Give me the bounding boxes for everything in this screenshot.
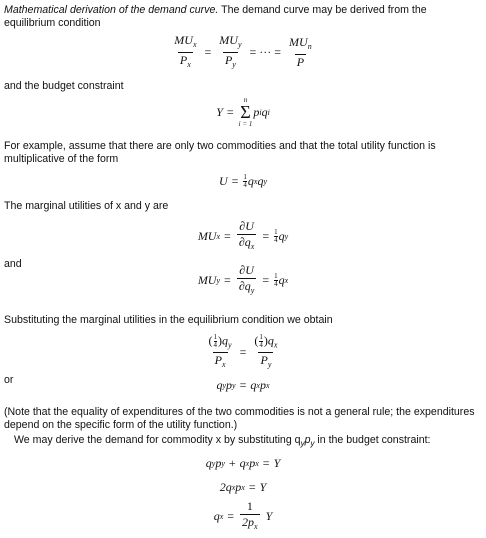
intro-paragraph bbox=[4, 4, 480, 30]
intro-text: The demand curve may be derived from the equilibrium condition bbox=[4, 4, 427, 29]
fraction-mux-px: $\frac{MU_x}{P_x}$ bbox=[174, 33, 197, 69]
or-label: or bbox=[4, 374, 14, 386]
fraction-muy-py: $\frac{MU_y}{P_y}$ bbox=[219, 33, 242, 69]
sigma-sum: n Σ i = 1 bbox=[238, 96, 253, 128]
equation-equilibrium: $\frac{MU_x}{P_x}$ = $\frac{MU_y}{P_y}$ = ··· = $\frac{MU_n}{P}$ bbox=[174, 33, 312, 69]
equation-budget: Y = n Σ i = 1 p i q i bbox=[216, 96, 270, 128]
equation-budget-step-1: q y p y + q x p x = Y bbox=[205, 456, 281, 470]
mu-paragraph: The marginal utilities of x and y are bbox=[4, 200, 169, 212]
equation-equal-expenditure: q y p y = q x p x bbox=[216, 378, 270, 392]
fraction-mun-p: $\frac{MU_n}{P}$ bbox=[289, 35, 312, 69]
equation-mux: MU x = $\frac{\partial U}{\partial q_x}$ = $\frac{1}{4}$ q y bbox=[197, 219, 289, 251]
substitution-paragraph: Substituting the marginal utilities in the equilibrium condition we obtain bbox=[4, 314, 333, 326]
equation-budget-step-2: 2q x p x = Y bbox=[219, 480, 267, 494]
intro-heading: Mathematical derivation of the demand curve. bbox=[4, 4, 219, 16]
equation-ratio: ( $\frac{1}{4}$ )$q_y$ $P_x$ = ( $\frac{1}{4}$ )$q_x$ $P_y$ bbox=[208, 333, 278, 370]
equation-muy: MU y = $\frac{\partial U}{\partial q_y}$ = $\frac{1}{4}$ q x bbox=[197, 263, 289, 295]
and-label: and bbox=[4, 258, 22, 270]
equation-utility: U = $\frac{1}{4}$ q x q y bbox=[218, 173, 268, 189]
equation-demand-x: q x = $\frac{1}{2p_x}$ Y bbox=[213, 499, 273, 531]
example-paragraph: For example, assume that there are only two commodities and that the total utility function is multiplicative of the form bbox=[4, 140, 436, 165]
derive-paragraph: We may derive the demand for commodity x by substituting $q_yp_y$ in the budget constraint: bbox=[14, 434, 431, 448]
budget-label: and the budget constraint bbox=[4, 80, 124, 92]
note-paragraph: (Note that the equality of expenditures of the two commodities is not a general rule; the expenditures depend on the specific form of the utility function.) bbox=[4, 406, 475, 431]
